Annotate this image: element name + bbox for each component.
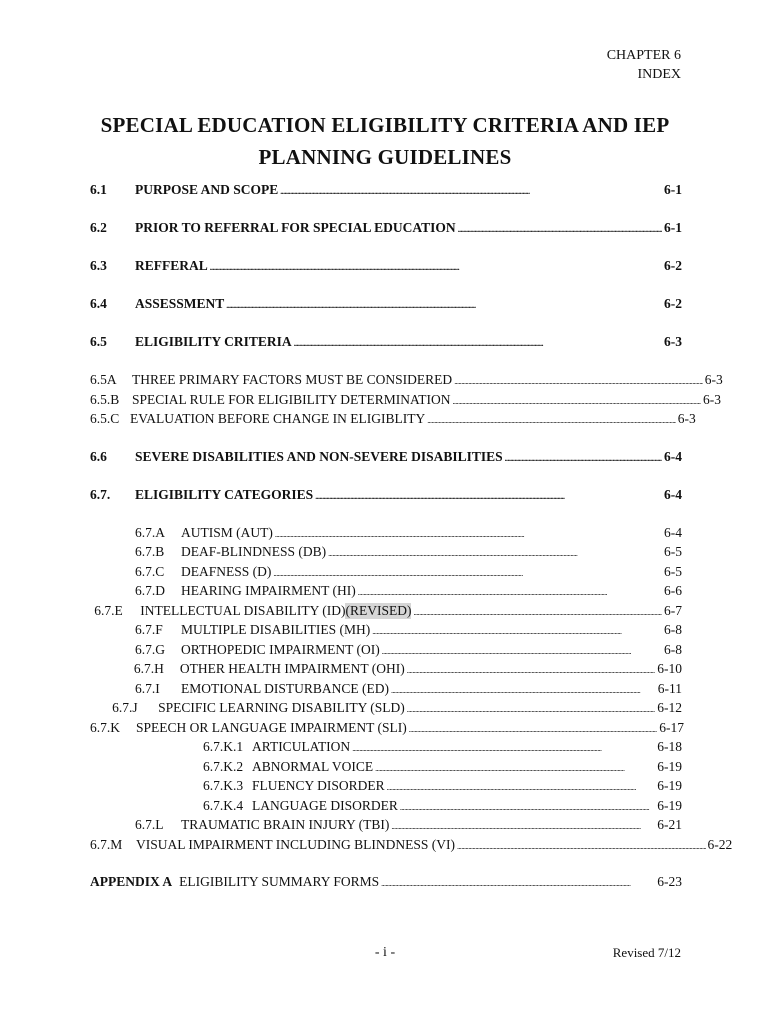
toc-entry-label: SPECIFIC LEARNING DISABILITY (SLD) xyxy=(158,700,405,715)
dot-leader xyxy=(275,525,662,541)
toc-entry-label: ELIGIBILITY CRITERIA xyxy=(135,334,292,349)
toc-entry-label: LANGUAGE DISORDER xyxy=(252,797,398,813)
dot-leader xyxy=(210,258,662,274)
eligibility-category-list xyxy=(90,524,685,740)
toc-subsection-6-7-j[interactable] xyxy=(90,700,682,720)
dot-leader xyxy=(407,700,656,716)
toc-entry-label: PRIOR TO REFERRAL FOR SPECIAL EDUCATION xyxy=(135,220,456,235)
page-ref: 6-17 xyxy=(659,719,685,735)
page-ref: 6-23 xyxy=(657,874,682,889)
toc-entry-label: ABNORMAL VOICE xyxy=(252,758,374,774)
toc-subsection-6-5a[interactable]: 6.5A THREE PRIMARY FACTORS MUST BE CONSIDERED . . . 6-3 xyxy=(90,372,682,392)
dot-leader xyxy=(328,544,662,560)
page-ref: 6-1 xyxy=(664,220,682,235)
toc-subsection-6-7-c[interactable] xyxy=(90,564,682,584)
page-ref: 6-5 xyxy=(664,544,682,559)
dot-leader xyxy=(387,778,656,794)
toc-entry-label: MULTIPLE DISABILITIES (MH) xyxy=(181,622,371,637)
toc-subsection-6-7-g[interactable] xyxy=(90,642,682,662)
toc-entry-label: HEARING IMPAIRMENT (HI) xyxy=(181,583,356,598)
dot-leader xyxy=(381,874,655,890)
page-ref: 6-1 xyxy=(664,182,682,197)
toc-entry-label: ASSESSMENT xyxy=(135,296,225,311)
toc-subsection-6-7-a[interactable] xyxy=(90,525,682,545)
toc-appendix-a[interactable] xyxy=(90,874,682,894)
page-ref: 6-3 xyxy=(703,391,721,407)
page-number: - i - xyxy=(374,945,396,960)
toc-entry-number: 6.7.C xyxy=(135,563,165,579)
dot-leader xyxy=(391,681,656,697)
toc-entry-label: ELIGIBILITY CATEGORIES xyxy=(135,486,314,502)
dot-leader xyxy=(454,372,703,388)
toc-subsection-6-7-l[interactable] xyxy=(90,817,682,837)
toc-entry-number: 6.7.K.3 xyxy=(203,778,244,793)
toc-entry-number: 6.7.K xyxy=(90,719,120,735)
toc-subsection-6-7-k[interactable] xyxy=(90,719,685,740)
page-ref: 6-19 xyxy=(657,758,682,774)
toc-subsection-6-7-f[interactable] xyxy=(90,622,682,642)
dot-leader xyxy=(400,798,655,814)
dot-leader xyxy=(505,449,662,465)
index-label: INDEX xyxy=(637,67,681,82)
page-ref: 6-8 xyxy=(664,622,682,637)
toc-entry-number: 6.7.D xyxy=(135,583,165,598)
page-ref: 6-4 xyxy=(664,448,682,464)
title-line-2: PLANNING GUIDELINES xyxy=(258,145,512,169)
page-ref: 6-4 xyxy=(664,486,682,502)
toc-entry-label: DEAFNESS (D) xyxy=(181,563,272,579)
dot-leader xyxy=(358,583,662,599)
toc-entry-label: PURPOSE AND SCOPE xyxy=(135,182,279,197)
page-ref: 6-19 xyxy=(657,797,682,813)
dot-leader xyxy=(273,564,662,580)
page-ref: 6-21 xyxy=(657,817,682,832)
toc-section-6-3[interactable]: 6.3 REFFERAL . . . 6-2 xyxy=(90,258,682,278)
sli-subcategory-list xyxy=(90,739,682,817)
page-ref: 6-2 xyxy=(664,296,682,311)
toc-subsection-6-7-e[interactable] xyxy=(90,603,682,623)
eligibility-category-list-continued xyxy=(90,817,733,856)
toc-subsection-6-7-i[interactable] xyxy=(90,681,682,701)
dot-leader xyxy=(372,622,662,638)
toc-entry-label: ARTICULATION xyxy=(252,739,351,754)
page-ref: 6-19 xyxy=(657,778,682,793)
page-ref: 6-3 xyxy=(704,372,723,387)
toc-entry-number: 6.7.K.2 xyxy=(203,758,244,774)
dot-leader xyxy=(294,334,662,350)
toc-entry-label: SPEECH OR LANGUAGE IMPAIRMENT (SLI) xyxy=(136,719,407,735)
toc-subsection-6-5b[interactable]: 6.5.B SPECIAL RULE FOR ELIGIBILITY DETERMINATION . . . 6-3 xyxy=(90,392,682,412)
page-ref: 6-8 xyxy=(664,641,682,657)
page-ref: 6-3 xyxy=(664,334,682,349)
toc-entry-number: 6.7.I xyxy=(135,680,160,696)
chapter-label: CHAPTER 6 xyxy=(606,48,681,63)
toc-entry-number: 6.7.K.1 xyxy=(203,739,244,754)
toc-subsection-6-7-m[interactable] xyxy=(90,836,733,857)
dot-leader xyxy=(413,603,662,619)
toc-entry-number: 6.7.E xyxy=(94,602,123,618)
toc-subsection-6-5c[interactable]: 6.5.C EVALUATION BEFORE CHANGE IN ELIGIBLITY . . . 6-3 xyxy=(90,411,682,431)
dot-leader xyxy=(352,739,655,755)
toc-entry-label: EMOTIONAL DISTURBANCE (ED) xyxy=(181,680,389,696)
page-ref: 6-2 xyxy=(664,258,682,273)
toc-entry-label: THREE PRIMARY FACTORS MUST BE CONSIDERED xyxy=(132,372,453,387)
table-of-contents xyxy=(90,182,733,894)
toc-subsection-6-7-k-1[interactable] xyxy=(90,739,682,759)
dot-leader xyxy=(315,487,662,503)
toc-subsection-6-7-d[interactable] xyxy=(90,583,682,603)
dot-leader xyxy=(375,759,655,775)
toc-entry-label: DEAF-BLINDNESS (DB) xyxy=(181,544,327,559)
toc-section-6-1[interactable]: 6.1 PURPOSE AND SCOPE . . . 6-1 xyxy=(90,182,682,202)
page-ref: 6-4 xyxy=(664,524,682,540)
toc-section-6-7[interactable]: 6.7. ELIGIBILITY CATEGORIES . . . 6-4 xyxy=(90,487,682,507)
toc-section-6-5[interactable]: 6.5 ELIGIBILITY CRITERIA . . . 6-3 xyxy=(90,334,682,354)
page-ref: 6-22 xyxy=(707,836,733,852)
toc-entry-label: TRAUMATIC BRAIN INJURY (TBI) xyxy=(181,817,390,832)
toc-entry-label: INTELLECTUAL DISABILITY (ID) xyxy=(140,602,346,618)
toc-entry-number: 6.7.K.4 xyxy=(203,797,244,813)
toc-entry-label: AUTISM (AUT) xyxy=(181,524,273,540)
toc-entry-number: 6.7.M xyxy=(90,836,123,852)
toc-entry-label: VISUAL IMPAIRMENT INCLUDING BLINDNESS (VI) xyxy=(136,836,455,852)
document-title xyxy=(0,109,770,173)
toc-entry-number: 6.7.F xyxy=(135,622,163,637)
toc-entry-label: SPECIAL RULE FOR ELIGIBILITY DETERMINATION xyxy=(132,391,451,407)
toc-entry-label: FLUENCY DISORDER xyxy=(252,778,385,793)
page-ref: 6-10 xyxy=(657,661,682,676)
dot-leader xyxy=(407,661,656,677)
revision-date: Revised 7/12 xyxy=(612,945,681,960)
appendix-number: APPENDIX A xyxy=(90,874,173,889)
toc-entry-number: 6.7.H xyxy=(133,661,164,676)
toc-subsection-6-7-b[interactable] xyxy=(90,544,682,564)
toc-subsection-6-7-k-2[interactable] xyxy=(90,759,682,779)
toc-section-6-6[interactable]: 6.6 SEVERE DISABILITIES AND NON-SEVERE DISABILITIES . . . 6-4 xyxy=(90,449,682,469)
chapter-header xyxy=(607,46,681,84)
toc-entry-number: 6.7.B xyxy=(135,544,165,559)
toc-subsection-6-7-k-3[interactable] xyxy=(90,778,682,798)
page-ref: 6-12 xyxy=(657,700,682,715)
toc-entry-label: ORTHOPEDIC IMPAIRMENT (OI) xyxy=(181,641,380,657)
dot-leader xyxy=(457,837,706,853)
toc-section-6-4[interactable]: 6.4 ASSESSMENT . . . 6-2 xyxy=(90,296,682,316)
page-ref: 6-5 xyxy=(664,563,682,579)
toc-entry-number: 6.7.G xyxy=(135,641,165,657)
page-ref: 6-6 xyxy=(664,583,682,598)
dot-leader xyxy=(280,182,662,198)
toc-entry-label: OTHER HEALTH IMPAIRMENT (OHI) xyxy=(179,661,405,676)
toc-entry-label: SEVERE DISABILITIES AND NON-SEVERE DISABILITIES xyxy=(135,448,503,464)
toc-section-6-2[interactable]: 6.2 PRIOR TO REFERRAL FOR SPECIAL EDUCATION . . . 6-1 xyxy=(90,220,682,240)
toc-subsection-6-7-k-4[interactable] xyxy=(90,798,682,818)
dot-leader xyxy=(391,817,655,833)
toc-entry-number: 6.7.L xyxy=(135,817,164,832)
title-line-1: SPECIAL EDUCATION ELIGIBILITY CRITERIA AND IEP xyxy=(100,113,670,137)
dot-leader xyxy=(409,720,658,736)
page-ref: 6-18 xyxy=(657,739,682,754)
dot-leader xyxy=(427,411,676,427)
dot-leader xyxy=(382,642,662,658)
toc-entry-number: 6.7.A xyxy=(135,524,165,540)
toc-subsection-6-7-h[interactable] xyxy=(90,661,682,681)
toc-entry-label: EVALUATION BEFORE CHANGE IN ELIGIBLITY xyxy=(130,411,426,426)
page-ref: 6-11 xyxy=(657,680,682,696)
dot-leader xyxy=(458,220,662,236)
toc-entry-label: REFFERAL xyxy=(135,258,208,273)
toc-entry-number: 6.7.J xyxy=(112,700,138,715)
revised-highlight: (REVISED) xyxy=(345,602,412,618)
page-ref: 6-3 xyxy=(677,411,696,426)
page-ref: 6-7 xyxy=(664,602,682,618)
dot-leader xyxy=(226,296,662,312)
toc-entry-label: ELIGIBILITY SUMMARY FORMS xyxy=(179,874,380,889)
dot-leader xyxy=(452,392,701,408)
